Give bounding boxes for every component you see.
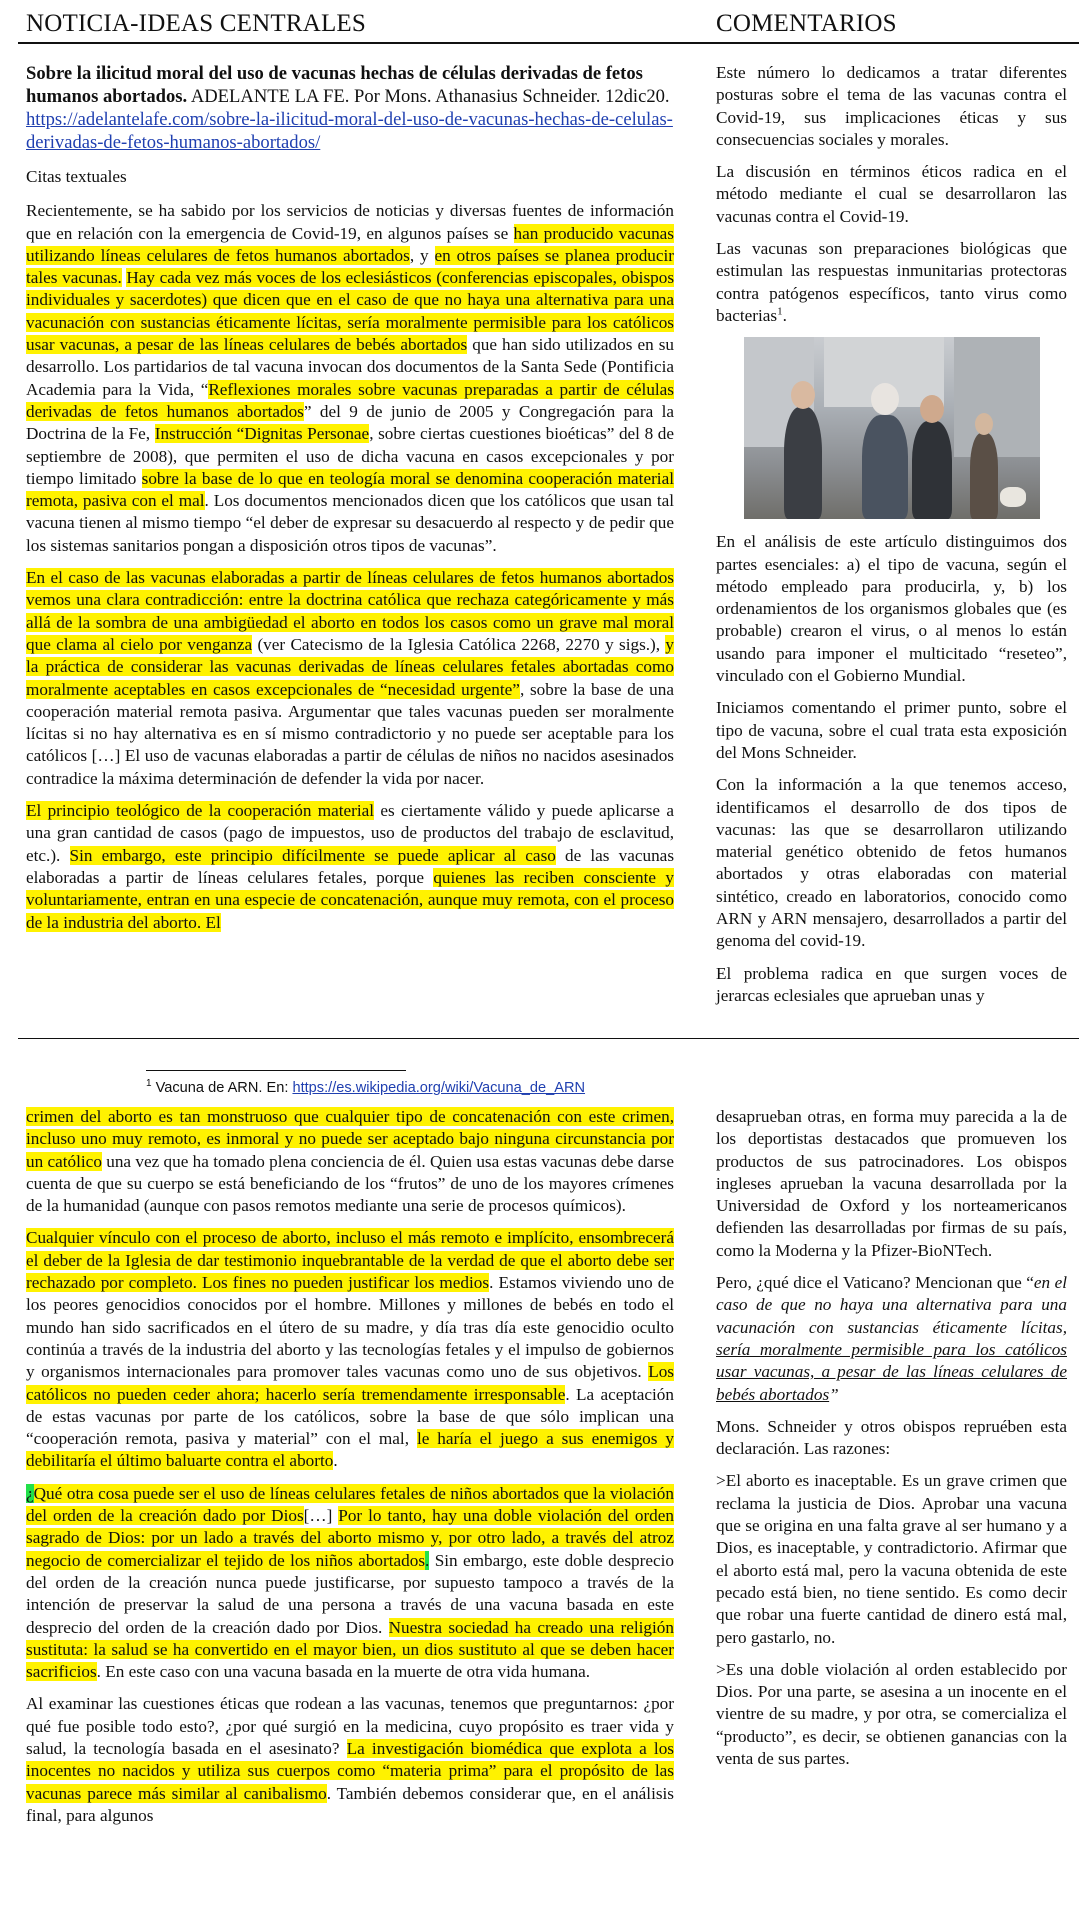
highlighted-text: La investigación biomédica que explota a los inocentes no nacidos y utiliza sus cuerpos como “materia prima” para el propósito de las vacunas parece más similar al canibalismo <box>26 1739 674 1803</box>
news-paragraph-7 <box>26 1693 674 1827</box>
comment-paragraph-8: desaprueban otras, en forma muy parecida a la de los deportistas destacados que promueven los productos de sus patrocinadores. Los obispos ingleses aprueban la vacuna desarrollada por la Universidad de Oxford y los norteamericanos defienden las desarrolladas por firmas de su país, como la Moderna y la Pfizer-BioNTech. <box>716 1107 1067 1260</box>
text-run: (ver Catecismo de la Iglesia Católica 2268, 2270 y sigs.), <box>252 634 666 654</box>
comment-paragraph-10: Mons. Schneider y otros obispos repruében esta declaración. Las razones: <box>716 1416 1067 1459</box>
footnote-number: 1 <box>146 1078 152 1090</box>
news-paragraph-5 <box>26 1227 674 1472</box>
highlighted-text: crimen del aborto es tan monstruoso que cualquier tipo de concatenación con este crimen, incluso uno muy remoto, es inmoral y no puede ser aceptado bajo ninguna circunstancia por un católico <box>26 1107 674 1171</box>
news-paragraph-1 <box>26 200 674 557</box>
text-run: de las vacunas elaboradas a partir de líneas celulares fetales, porque <box>26 845 675 887</box>
footnote-text: Vacuna de ARN. En: <box>151 1080 293 1096</box>
citas-label: Citas textuales <box>26 167 127 186</box>
highlighted-text: Sin embargo, este principio difícilmente se puede aplicar al caso <box>69 845 556 865</box>
text-run: . En este caso con una vacuna basada en la muerte de otra vida humana. <box>96 1662 591 1682</box>
reasons-list <box>716 1470 1067 1770</box>
highlighted-text: le haría el juego a sus enemigos y debilitaría el último baluarte contra el aborto <box>26 1429 674 1471</box>
text-run: Sin embargo, este doble desprecio del orden de la creación nunca puede justificarse, por supuesto tampoco a través de la intención de preservar la salud de una persona a través de una vacuna basada en este desprecio del orden de la creación dado por Dios. <box>26 1550 675 1637</box>
text-run: ” del 9 de junio de 2005 y Congregación para la Doctrina de la Fe, <box>26 401 674 444</box>
comments-column-page1 <box>716 62 1067 1017</box>
comments-column-page2 <box>716 1106 1067 1780</box>
comment-paragraph-1: Este número lo dedicamos a tratar diferentes posturas sobre el tema de las vacunas contra el Covid-19, sus implicaciones éticas y sus consecuencias sociales y morales. <box>716 63 1067 149</box>
article-link[interactable]: https://adelantelafe.com/sobre-la-ilicitud-moral-del-uso-de-vacunas-hechas-de-celulas-derivadas-de-fetos-humanos-abortados/ <box>26 109 673 153</box>
highlighted-text: quienes las reciben consciente y voluntariamente, entran en una especie de concatenación, aunque muy remota, con el proceso de la industria del aborto. El <box>26 867 674 932</box>
article-title: Sobre la ilicitud moral del uso de vacunas hechas de células derivadas de fetos humanos abortados. <box>26 63 643 107</box>
text-run: es ciertamente válido y puede aplicarse a una gran cantidad de casos (pago de impuestos, uso de productos del trabajo de esclavitud, etc.). <box>26 801 674 865</box>
highlighted-text: en otros países se planea producir tales vacunas. <box>26 245 675 288</box>
article-source: ADELANTE LA FE. <box>187 86 350 107</box>
news-paragraph-2 <box>26 567 674 790</box>
news-column-page2 <box>26 1106 674 1837</box>
reason-item-2: >Es una doble violación al orden establecido por Dios. Por una parte, se asesina a un inocente en el vientre de su madre, y por otra, se comercializa el “producto”, es decir, se obtienen ganancias con la venta de sus partes. <box>716 1659 1067 1769</box>
green-mark-end: . <box>425 1550 430 1570</box>
article-heading <box>26 62 674 154</box>
text-run: […] <box>303 1506 339 1526</box>
text-run: una vez que ha tomado plena conciencia de él. Quien usa estas vacunas debe darse cuenta de que su cuerpo se está beneficiando de los “frutos” de uno de los mayores crímenes de la humanidad (aunque con pasos remotos mediante una serie de procesos químicos). <box>26 1151 674 1216</box>
highlighted-text: Qué otra cosa puede ser el uso de líneas celulares fetales de niños abortados que la violación del orden de la creación dado por Dios <box>26 1483 674 1526</box>
news-paragraph-6 <box>26 1483 674 1684</box>
footnote-link[interactable]: https://es.wikipedia.org/wiki/Vacuna_de_ARN <box>292 1080 586 1096</box>
text-run: . Los documentos mencionados dicen que los católicos que usan tal vacuna tienen al mismo tiempo “el deber de expresar su desacuerdo al respecto y de pedir que los sistemas sanitarios pongan a disposición otros tipos de vacunas”. <box>26 491 674 555</box>
highlighted-text: Nuestra sociedad ha creado una religión sustituta: la salud se ha convertido en el mayor bien, un dios sustituto al que se deben hacer sacrificios <box>26 1617 674 1682</box>
highlighted-text: El principio teológico de la cooperación material <box>26 801 375 821</box>
news-paragraph-3 <box>26 800 674 934</box>
news-paragraph-6-rest <box>26 1551 674 1681</box>
page-break-rule <box>18 1038 1079 1039</box>
comment-paragraph-5: Iniciamos comentando el primer punto, sobre el tipo de vacuna, sobre el cual trata esta exposición del Mons Schneider. <box>716 698 1067 762</box>
highlighted-text: Por lo tanto, hay una doble violación del orden sagrado de Dios: por un lado a través del aborto mismo y, por otro lado, a través del atroz negocio de comercializar el tejido de los niños abortados <box>26 1506 674 1570</box>
comment-paragraph-6: Con la información a la que tenemos acceso, identificamos el desarrollo de dos tipos de vacunas: las que se desarrollaron utilizando material genético obtenido de fetos humanos abortados y otras elaboradas con material sintético, creado en laboratorios, conocido como ARN y ARN mensajero, desarrollados a partir del genoma del covid-19. <box>716 775 1067 951</box>
text-run: Recientemente, se ha sabido por los servicios de noticias y diversas fuentes de información que en relación con la emergencia de Covid-19, en algunos países se <box>26 201 674 243</box>
text-run: , y <box>409 245 435 265</box>
highlighted-text: han producido vacunas utilizando líneas celulares de fetos humanos abortados <box>26 223 674 265</box>
text-run: . También debemos considerar que, en el análisis final, para algunos <box>26 1783 674 1825</box>
footnote-ref[interactable]: 1 <box>777 305 783 318</box>
highlighted-text: En el caso de las vacunas elaboradas a partir de líneas celulares de fetos humanos abortados vemos una clara contradicción: entre la doctrina católica que rechaza categóricamente y más allá de la sombra de una ambigüedad el aborto en todos los casos como un grave mal moral que clama al cielo por venganza <box>26 568 674 654</box>
highlighted-text: Cualquier vínculo con el proceso de aborto, incluso el más remoto e implícito, ensombrecerá el deber de la Iglesia de dar testimonio inquebrantable de la verdad de que el aborto debe ser rechazado por completo. Los fines no pueden justificar los medios <box>26 1228 674 1293</box>
text-run: . Estamos viviendo uno de los peores genocidios conocidos por el hombre. Millones y millones de bebés en todo el mundo han sido sacrificados en el útero de su madre, y día tras día este genocidio oculto continúa a través de la industria del aborto y las tecnologías fetales y el impulso de gobiernos y organismos internacionales para promover tales vacunas como uno de sus objetivos. <box>26 1273 674 1382</box>
comment-paragraph-7: El problema radica en que surgen voces de jerarcas eclesiales que aprueban unas y <box>716 963 1067 1005</box>
article-author: Por Mons. Athanasius Schneider <box>349 86 596 107</box>
section-title-comments: COMENTARIOS <box>716 10 897 37</box>
text-run: . <box>333 1451 338 1471</box>
reason-item-1: >El aborto es inaceptable. Es un grave crimen que reclama la justicia de Dios. Aprobar una vacuna que se origina en una falta grave al ser humano y a Dios, es inaceptable, y contradictorio. Afirmar que el aborto está mal, pero la vacuna obtenida de este pecado está bien, no tiene sentido. Es como decir que robar una fuerte cantidad de dinero está mal, pero gastarlo, no. <box>716 1471 1067 1647</box>
text-run: , sobre ciertas cuestiones bioéticas” del 8 de septiembre de 2008), que permiten el uso de dicha vacuna en casos excepcionales y por tiempo limitado <box>26 424 674 488</box>
news-paragraph-4 <box>26 1106 674 1217</box>
news-column-page1 <box>26 62 674 944</box>
header-rule <box>18 42 1079 44</box>
photo-people-masks-icon <box>744 337 1040 519</box>
comment-paragraph-2: La discusión en términos éticos radica en el método mediante el cual se desarrollaron las vacunas contra el Covid-19. <box>716 162 1067 226</box>
comment-paragraph-4: En el análisis de este artículo distinguimos dos partes esenciales: a) el tipo de vacuna, según el método empleado para producirla, y, b) los ordenamientos de los organismos globales que (es probable) crearon el virus, o al menos lo están usando para imponer el multicitado “reseteo”, vinculado con el Gobierno Mundial. <box>716 532 1067 686</box>
comment-paragraph-3: Las vacunas son preparaciones biológicas que estimulan las respuestas inmunitarias protectoras contra patógenos específicos, tanto virus como bacterias$^1$. <box>716 239 1067 325</box>
highlighted-text: Los católicos no pueden ceder ahora; hacerlo sería tremendamente irresponsable <box>26 1362 674 1404</box>
footnote <box>146 1080 585 1096</box>
comment-paragraph-9: Pero, ¿qué dice el Vaticano? Mencionan que “en el caso de que no haya una alternativa para una vacunación con sustancias éticamente lícitas, sería moralmente permisible para los católicos usar vacunas, a pesar de las líneas celulares de bebés abortados” <box>716 1273 1067 1404</box>
highlighted-text: sobre la base de lo que en teología moral se denomina cooperación material remota, pasiva con el mal <box>26 468 674 511</box>
text-run: que han sido utilizados en su desarrollo. Los partidarios de tal vacuna invocan dos documentos de la Santa Sede (Pontificia Academia para la Vida, “ <box>26 335 674 399</box>
text-run: , sobre la base de una cooperación material remota pasiva. Argumentar que tales vacunas pueden ser moralmente lícitas si no hay alternativa es en sí mismo contradictorio y no puede ser aceptable para los católicos […] El uso de vacunas elaboradas a partir de células de niños no nacidos asesinados contradice la máxima determinación de defender la vida por nacer. <box>26 679 674 788</box>
highlighted-text: y la práctica de considerar las vacunas derivadas de líneas celulares fetales abortadas como moralmente aceptables en casos excepcionales de “necesidad urgente” <box>26 634 675 699</box>
highlighted-text: Instrucción “Dignitas Personae <box>154 424 370 444</box>
text-run: Al examinar las cuestiones éticas que rodean a las vacunas, tenemos que preguntarnos: ¿por qué fue posible todo esto?, ¿por qué surgió en la medicina, cuyo propósito es traer vida y salud, la tecnología basada en el asesinato? <box>26 1694 674 1759</box>
article-date: . 12dic20. <box>595 86 670 107</box>
text-run: . La aceptación de estas vacunas por parte de los católicos, sobre la base de que sólo implican una “cooperación remota, pasiva y material” con el mal, <box>26 1384 674 1449</box>
section-title-news: NOTICIA-IDEAS CENTRALES <box>26 10 366 37</box>
highlighted-text: Reflexiones morales sobre vacunas preparadas a partir de células derivadas de fetos humanos abortados <box>26 379 674 421</box>
green-mark-start: ¿ <box>26 1483 34 1503</box>
highlighted-text: Hay cada vez más voces de los eclesiásticos (conferencias episcopales, obispos individuales y sacerdotes) que dicen que en el caso de que no haya una alternativa para una vacunación con sustancias éticamente lícitas, sería moralmente permisible para los católicos usar vacunas, a pesar de las líneas celulares de bebés abortados <box>26 268 675 355</box>
footnote-rule <box>146 1070 406 1071</box>
